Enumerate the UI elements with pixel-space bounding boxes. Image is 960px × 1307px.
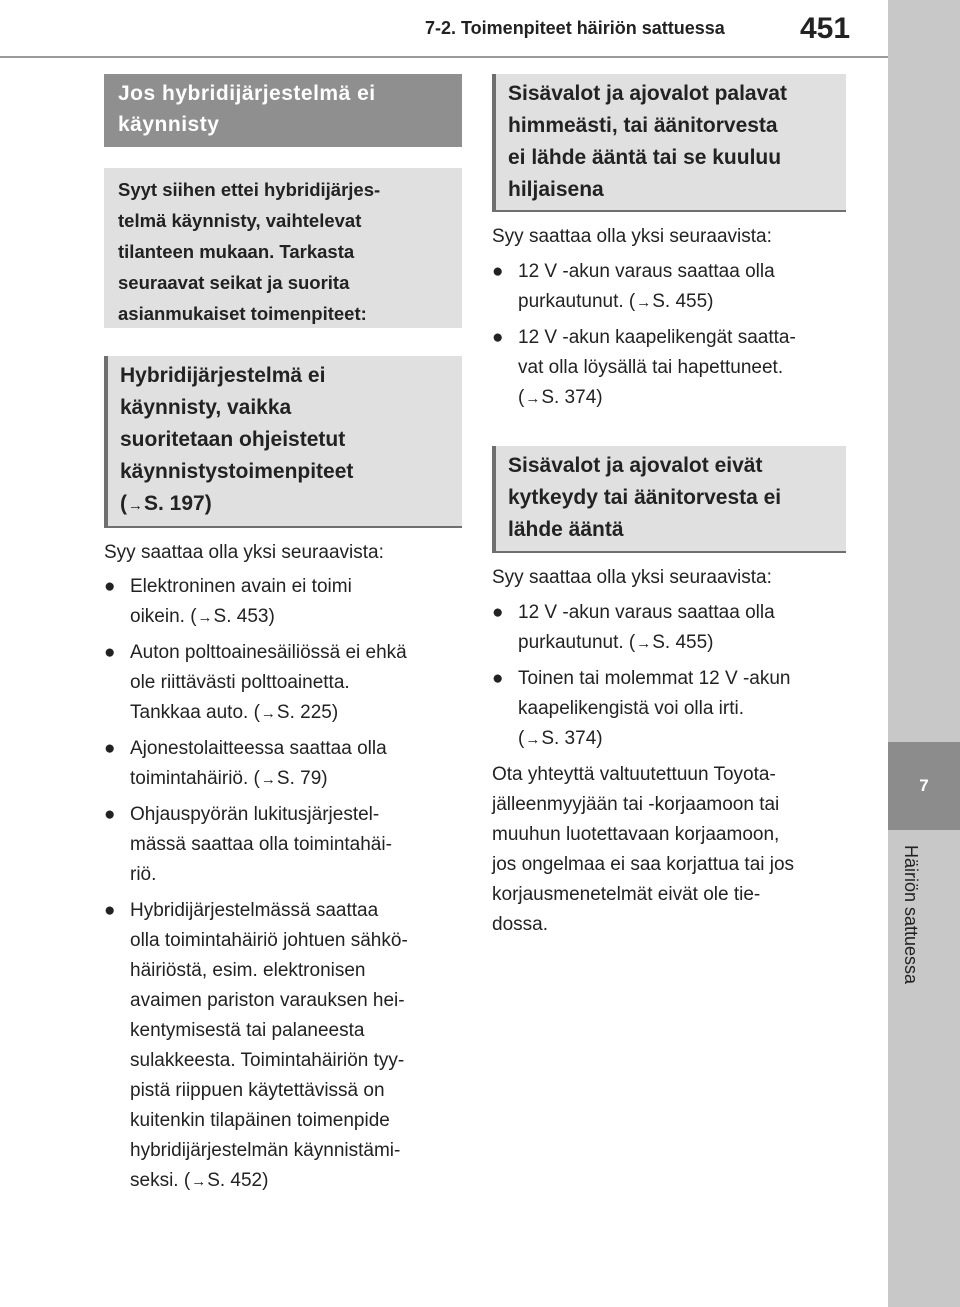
sub-heading-ref-prefix: ( [120, 492, 127, 515]
arrow-icon: → [128, 497, 143, 514]
arrow-icon: → [636, 294, 652, 311]
left-lead: Syy saattaa olla yksi seuraavista: [104, 542, 384, 563]
bullet-icon: ● [104, 738, 116, 759]
bullet-ref: S. 374) [541, 387, 603, 408]
section1-heading-box [492, 74, 846, 212]
intro-box [104, 168, 462, 328]
bullet-icon: ● [104, 576, 116, 597]
bullet-icon: ● [492, 261, 504, 282]
bullet-icon: ● [104, 804, 116, 825]
bullet-ref: S. 79) [276, 768, 328, 789]
bullet-text: 12 V -akun varaus saattaa olla purkautunut. ( [518, 602, 775, 653]
bullet-ref: S. 225) [276, 702, 339, 723]
bullet-ref: S. 455) [652, 291, 714, 312]
list-item [492, 598, 846, 659]
section1-heading-text: Sisävalot ja ajovalot palavat himmeästi, tai äänitorvesta ei lähde ääntä tai se kuuluu hiljaisena [508, 82, 787, 201]
arrow-icon: → [191, 1173, 207, 1190]
sub-heading-ref: S. 197) [144, 492, 212, 515]
bullet-text: Ajonestolaitteessa saattaa olla toimintahäiriö. ( [130, 738, 387, 789]
bullet-text: Auton polttoainesäiliössä ei ehkä ole riittävästi polttoainetta. Tankkaa auto. ( [130, 642, 407, 723]
chapter-label: Häiriön sattuessa [901, 845, 921, 985]
bullet-icon: ● [104, 900, 116, 921]
bullet-text: Ohjauspyörän lukitusjärjestel- mässä saattaa olla toimintahäi- riö. [130, 804, 392, 885]
bullet-icon: ● [104, 642, 116, 663]
arrow-icon: → [525, 731, 541, 748]
main-heading [104, 74, 462, 147]
section2-lead: Syy saattaa olla yksi seuraavista: [492, 567, 772, 588]
bullet-icon: ● [492, 668, 504, 689]
list-item [104, 800, 462, 890]
bullet-ref: S. 374) [541, 728, 603, 749]
list-item [104, 896, 462, 1197]
section2-heading-text: Sisävalot ja ajovalot eivät kytkeydy tai äänitorvesta ei lähde ääntä [508, 454, 782, 541]
bullet-text: Toinen tai molemmat 12 V -akun kaapelikengistä voi olla irti. ( [518, 668, 791, 749]
bullet-icon: ● [492, 602, 504, 623]
page-number: 451 [800, 12, 851, 45]
chapter-side-tab [888, 0, 960, 1307]
arrow-icon: → [260, 771, 276, 788]
bullet-text: 12 V -akun kaapelikengät saatta- vat olla löysällä tai hapettuneet. ( [518, 327, 796, 408]
list-item [104, 638, 462, 729]
section-title: 7-2. Toimenpiteet häiriön sattuessa [425, 18, 725, 38]
bullet-ref: S. 453) [213, 606, 275, 627]
arrow-icon: → [636, 635, 652, 652]
bullet-icon: ● [492, 327, 504, 348]
section2-heading-box [492, 446, 846, 553]
bullet-ref: S. 455) [652, 632, 714, 653]
header-divider [0, 56, 888, 58]
bullet-text: 12 V -akun varaus saattaa olla purkautunut. ( [518, 261, 775, 312]
list-item [104, 572, 462, 633]
list-item [492, 664, 846, 755]
arrow-icon: → [260, 705, 276, 722]
list-item [104, 734, 462, 795]
sub-heading-box [104, 356, 462, 528]
bullet-ref: S. 452) [207, 1170, 269, 1191]
chapter-number: 7 [888, 742, 960, 830]
arrow-icon: → [525, 390, 541, 407]
bullet-text: Hybridijärjestelmässä saattaa olla toimintahäiriö johtuen sähkö- häiriöstä, esim. elektronisen avaimen pariston varauksen hei- kentymisestä tai palaneesta sulakkeesta. Toimintahäiriön tyy- pistä riippuen käytettävissä on kuitenkin tilapäinen toimenpide hybridijärjestelmän käynnistämi- seksi. ( [130, 900, 408, 1191]
sub-heading-text: Hybridijärjestelmä ei käynnisty, vaikka suoritetaan ohjeistetut käynnistystoimenpiteet [120, 364, 354, 483]
list-item [492, 257, 846, 318]
bullet-text: Elektroninen avain ei toimi oikein. ( [130, 576, 352, 627]
intro-text: Syyt siihen ettei hybridijärjes- telmä käynnisty, vaihtelevat tilanteen mukaan. Tarkasta seuraavat seikat ja suorita asianmukaiset toimenpiteet: [118, 179, 381, 324]
list-item [492, 323, 846, 414]
section2-closing: Ota yhteyttä valtuutettuun Toyota- jälleenmyyjään tai -korjaamoon tai muuhun luotettavaan korjaamoon, jos ongelmaa ei saa korjattua tai jos korjausmenetelmät eivät ole tie- dossa. [492, 764, 795, 935]
section1-lead: Syy saattaa olla yksi seuraavista: [492, 226, 772, 247]
arrow-icon: → [197, 609, 213, 626]
main-heading-text: Jos hybridijärjestelmä ei käynnisty [118, 82, 376, 136]
